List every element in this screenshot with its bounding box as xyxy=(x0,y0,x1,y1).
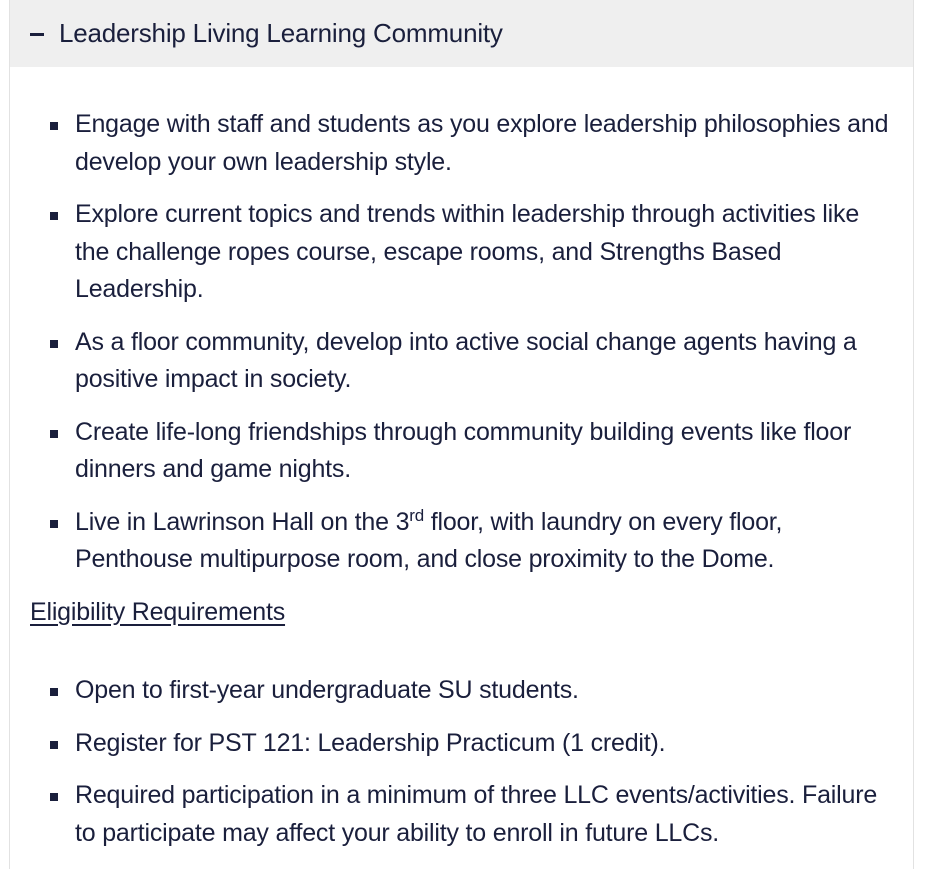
ordinal-suffix: rd xyxy=(409,505,424,525)
square-bullet-icon xyxy=(50,340,58,348)
square-bullet-icon xyxy=(50,688,58,696)
list-item xyxy=(10,777,913,852)
square-bullet-icon xyxy=(50,741,58,749)
list-item-text: As a floor community, develop into active social change agents having a positive impact in society. xyxy=(75,327,857,393)
square-bullet-icon xyxy=(50,793,58,801)
list-item-text: Create life-long friendships through community building events like floor dinners and game nights. xyxy=(75,417,852,483)
list-item xyxy=(10,725,913,763)
list-item-text-start: Live in Lawrinson Hall on the 3 xyxy=(75,507,410,536)
list-item-text-end: floor, with laundry on every floor, Penthouse multipurpose room, and close proximity to the Dome. xyxy=(75,507,783,573)
requirements-list xyxy=(10,672,913,867)
accordion-panel xyxy=(9,0,914,869)
list-item xyxy=(10,504,913,579)
list-item xyxy=(10,106,913,181)
square-bullet-icon xyxy=(50,520,58,528)
list-item-text: Engage with staff and students as you explore leadership philosophies and develop your own leadership style. xyxy=(75,110,889,176)
square-bullet-icon xyxy=(50,430,58,438)
square-bullet-icon xyxy=(50,212,58,220)
list-item xyxy=(10,324,913,399)
list-item-text xyxy=(75,505,783,574)
list-item xyxy=(10,196,913,309)
list-item-text: Register for PST 121: Leadership Practicum (1 credit). xyxy=(75,728,666,757)
list-item-text: Open to first-year undergraduate SU students. xyxy=(75,676,579,704)
list-item-text: Explore current topics and trends within leadership through activities like the challenge ropes course, escape rooms, and Strengths Based Leadership. xyxy=(75,200,860,303)
eligibility-requirements-link[interactable]: Eligibility Requirements xyxy=(30,598,286,626)
accordion-body xyxy=(10,0,913,869)
list-item xyxy=(10,672,913,710)
list-item xyxy=(10,414,913,489)
square-bullet-icon xyxy=(50,122,58,130)
list-item-text: Required participation in a minimum of three LLC events/activities. Failure to participate may affect your ability to enroll in future LLCs. xyxy=(75,781,878,847)
features-list xyxy=(10,0,913,594)
accordion-title: Leadership Living Learning Community xyxy=(59,18,503,48)
